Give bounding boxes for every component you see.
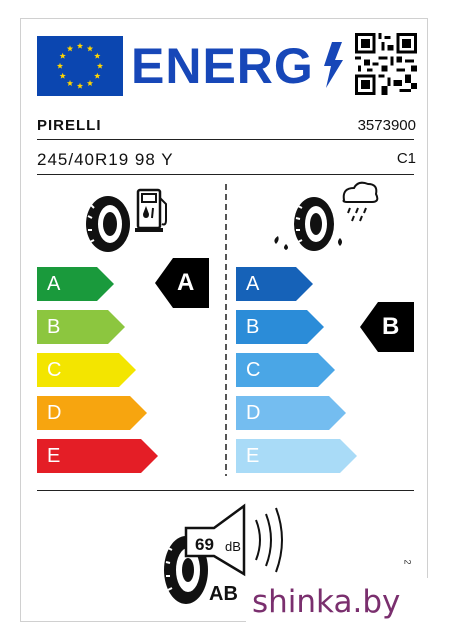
fuel-bar-label: D (47, 402, 62, 424)
fuel-bar-label: E (47, 445, 61, 467)
wet-bar-d (236, 396, 347, 430)
noise-unit: dB (225, 539, 241, 554)
vertical-divider (225, 184, 227, 476)
divider (37, 139, 414, 140)
qr-code-icon (355, 33, 417, 95)
noise-class-letters: AB (209, 583, 238, 605)
tyre-size: 245/40R19 98 Y (37, 150, 174, 169)
wet-bar-label: A (246, 273, 260, 295)
lightning-icon (322, 42, 344, 88)
fuel-bar-label: A (47, 273, 61, 295)
eu-star-icon (77, 83, 83, 89)
eu-star-icon (77, 43, 83, 49)
wet-bar-label: B (246, 316, 260, 338)
eu-star-icon (67, 45, 73, 51)
tyre-rain-cloud-icon (268, 180, 382, 258)
tyre-brand: PIRELLI (37, 117, 102, 134)
eu-star-icon (60, 73, 66, 79)
fuel-rating-marker (155, 258, 209, 308)
wet-bar-b (236, 310, 325, 344)
side-digit: 2 (402, 559, 413, 565)
watermark-text: shinka.by (252, 584, 401, 620)
tyre-code: 3573900 (357, 117, 416, 134)
eu-flag-icon (37, 36, 123, 96)
fuel-bar-a (37, 267, 115, 301)
wet-rating-marker (360, 302, 414, 352)
tyre-class: C1 (396, 150, 416, 167)
noise-value: 69 (195, 535, 214, 554)
wet-bar-label: C (246, 359, 261, 381)
eu-star-icon (94, 53, 100, 59)
fuel-bar-e (37, 439, 159, 473)
fuel-bar-label: C (47, 359, 62, 381)
fuel-bar-b (37, 310, 126, 344)
wet-bar-a (236, 267, 314, 301)
energy-word: ENERG (131, 38, 314, 94)
divider (37, 174, 414, 175)
eu-star-icon (67, 80, 73, 86)
eu-star-icon (87, 45, 93, 51)
fuel-bar-d (37, 396, 148, 430)
eu-star-icon (57, 63, 63, 69)
wet-bar-label: D (246, 402, 261, 424)
divider (37, 490, 414, 491)
wet-rating-label: B (382, 313, 400, 340)
tyre-fuel-pump-icon (80, 184, 172, 256)
fuel-bar-label: B (47, 316, 61, 338)
eu-star-icon (87, 80, 93, 86)
watermark (246, 578, 450, 640)
wet-bar-e (236, 439, 358, 473)
fuel-bar-c (37, 353, 137, 387)
eu-star-icon (94, 73, 100, 79)
energy-title (131, 36, 314, 96)
wet-bar-label: E (246, 445, 260, 467)
eu-star-icon (60, 53, 66, 59)
fuel-rating-label: A (177, 269, 195, 296)
eu-star-icon (97, 63, 103, 69)
wet-bar-c (236, 353, 336, 387)
